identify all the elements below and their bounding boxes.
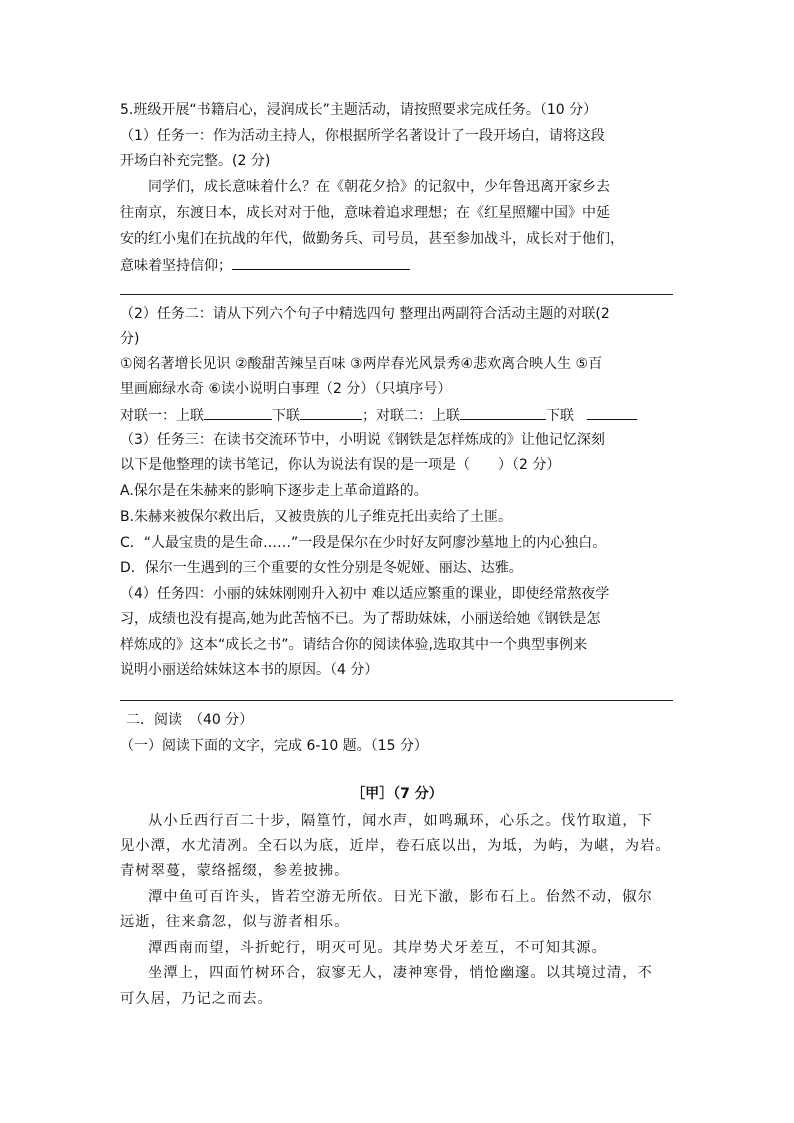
- couplet2-upper-label: ；对联二：上联: [362, 408, 460, 424]
- opening-para-line-3: 安的红小鬼们在抗战的年代，做勤务兵、司号员，甚至参加战斗，成长对于他们，: [120, 231, 624, 247]
- passage-line-2: 见小潭，水尤清冽。全石以为底，近岸，卷石底以出，为坻，为屿，为嵁，为岩。: [120, 838, 671, 854]
- task2-line-3: ①阅名著增长见识 ②酸甜苦辣呈百味 ③两岸春光风景秀④悲欢离合映人生 ⑤百: [120, 356, 603, 372]
- couplet1-lower-blank[interactable]: [300, 405, 362, 420]
- couplet1-upper-label: 对联一：上联: [120, 408, 204, 424]
- task4-line-1: （4）任务四：小丽的妹妹刚刚升入初中 难以适应繁重的课业，即使经常熬夜学: [120, 586, 610, 602]
- passage-line-4: 潭中鱼可百许头，皆若空游无所依。日光下澈，影布石上。佁然不动，俶尔: [148, 889, 653, 905]
- passage-line-6: 潭西南而望，斗折蛇行，明灭可见。其岸势犬牙差互，不可知其源。: [148, 940, 607, 956]
- passage-line-3: 青树翠蔓，蒙络摇缀，参差披拂。: [120, 863, 350, 879]
- section2-subheading: （一）阅读下面的文字，完成 6-10 题。（15 分）: [120, 738, 428, 754]
- opening-para-line-4: [120, 255, 410, 276]
- option-d: D．保尔一生遇到的三个重要的女性分别是冬妮娅、丽达、达雅。: [120, 560, 523, 576]
- passage-line-1: 从小丘西行百二十步，隔篁竹，闻水声，如鸣珮环，心乐之。伐竹取道，下: [148, 813, 653, 829]
- divider: [120, 294, 673, 295]
- passage-line-8: 可久居，乃记之而去。: [120, 991, 273, 1007]
- task1-line-2: 开场白补充完整。(2 分): [120, 153, 271, 169]
- section2-heading: 二．阅读 （40 分）: [126, 712, 254, 728]
- opening-para-text: 意味着坚持信仰；: [120, 258, 232, 274]
- option-a: A.保尔是在朱赫来的影响下逐步走上革命道路的。: [120, 483, 428, 499]
- task3-line-1: （3）任务三：在读书交流环节中，小明说《钢铁是怎样炼成的》让他记忆深刻: [120, 432, 605, 448]
- couplet-line: [120, 405, 637, 426]
- task4-line-2: 习，成绩也没有提高,她为此苦恼不已。为了帮助妹妹，小丽送给她《钢铁是怎: [120, 611, 601, 627]
- option-b: B.朱赫来被保尔救出后，又被贵族的儿子维克托出卖给了土匪。: [120, 509, 513, 525]
- couplet1-upper-blank[interactable]: [204, 405, 272, 420]
- option-c: C．“人最宝贵的是生命……”一段是保尔在少时好友阿廖沙墓地上的内心独白。: [120, 535, 607, 551]
- task4-line-3: 样炼成的》这本“成长之书”。请结合你的阅读体验,选取其中一个典型事例来: [120, 637, 587, 653]
- task3-line-2: 以下是他整理的读书笔记，你认为说法有误的是一项是（ ）（2 分）: [120, 457, 561, 473]
- task2-line-4: 里画廊绿水奇 ⑥读小说明白事理（2 分）（只填序号）: [120, 381, 452, 397]
- q5-title: 5.班级开展“书籍启心，浸润成长”主题活动，请按照要求完成任务。（10 分）: [120, 102, 598, 118]
- couplet2-lower-label: 下联: [546, 408, 574, 424]
- task4-line-4: 说明小丽送给妹妹这本书的原因。（4 分）: [120, 662, 379, 678]
- opening-para-line-1: 同学们，成长意味着什么？在《朝花夕拾》的记叙中，少年鲁迅离开家乡去: [148, 179, 610, 195]
- passage-line-5: 远逝，往来翕忽，似与游者相乐。: [120, 914, 350, 930]
- couplet1-lower-label: 下联: [272, 408, 300, 424]
- task2-line-1: （2）任务二：请从下列六个句子中精选四句 整理出两副符合活动主题的对联(2: [120, 306, 610, 322]
- couplet2-upper-blank[interactable]: [460, 405, 546, 420]
- answer-blank-task1[interactable]: [232, 255, 410, 270]
- task2-line-2: 分): [120, 331, 140, 347]
- passage-jia-title: ［甲］（7 分）: [351, 786, 443, 802]
- task1-line-1: （1）任务一：作为活动主持人，你根据所学名著设计了一段开场白，请将这段: [120, 128, 605, 144]
- passage-line-7: 坐潭上，四面竹树环合，寂寥无人，凄神寒骨，悄怆幽邃。以其境过清，不: [148, 965, 653, 981]
- opening-para-line-2: 往南京，东渡日本，成长对对于他，意味着追求理想；在《红星照耀中国》中延: [120, 205, 610, 221]
- couplet2-lower-blank[interactable]: [587, 405, 637, 420]
- divider: [120, 700, 673, 701]
